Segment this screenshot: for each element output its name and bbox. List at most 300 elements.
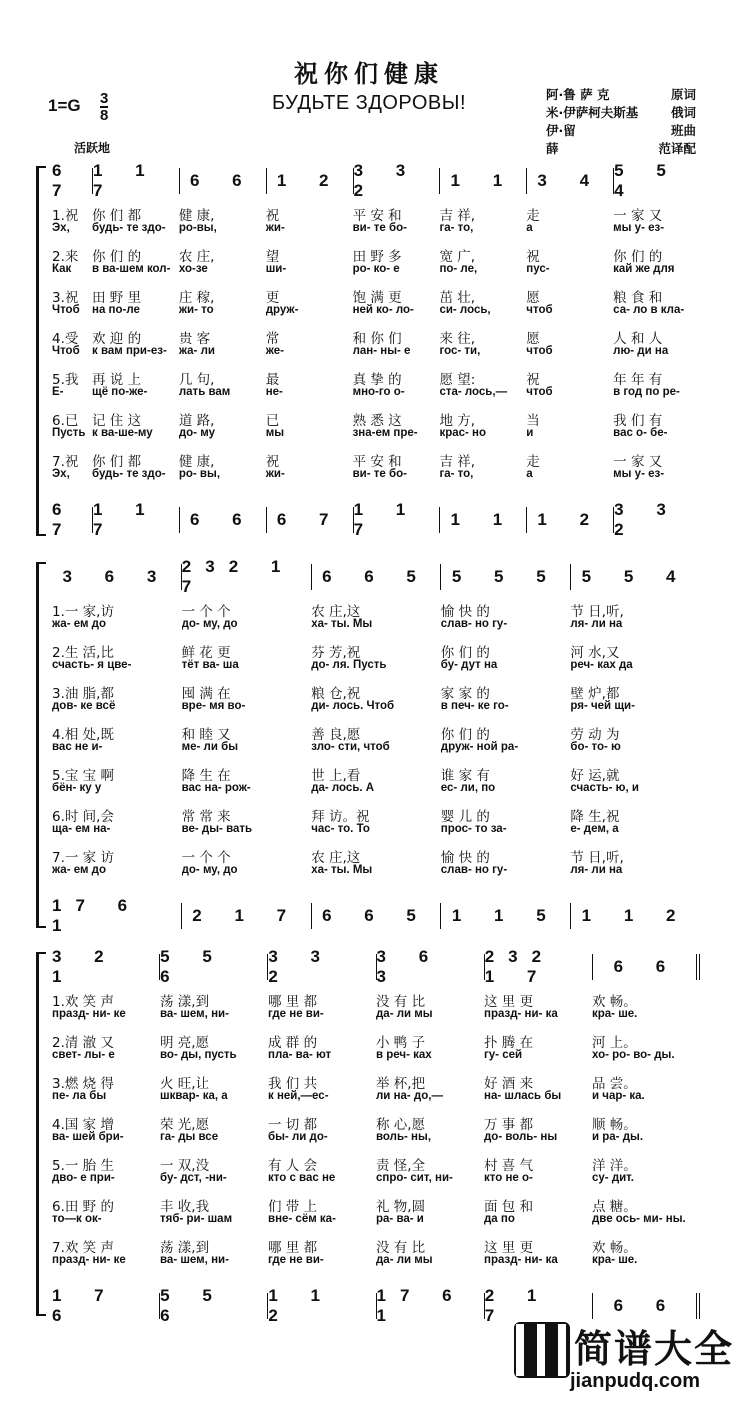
lyric-segment: га- то,	[439, 468, 474, 480]
lyric-segment: 健 康,	[178, 208, 215, 224]
measure	[311, 903, 441, 929]
lyric-segment: мы	[265, 427, 285, 439]
lyric-segment: к ней,—ес-	[268, 1090, 329, 1102]
lyric-segment: тяб- ри- шам	[160, 1213, 233, 1225]
measure	[52, 1286, 159, 1325]
lyric-segment: ней ко- ло-	[352, 304, 414, 316]
lyric-segment: 当	[526, 413, 540, 429]
piano-icon	[514, 1322, 570, 1378]
lyric-segment: спро- сит, ни-	[376, 1172, 453, 1184]
measure	[439, 168, 526, 194]
lyric-segment: во- ды, пусть	[160, 1049, 237, 1061]
lyric-segment: гу- сей	[484, 1049, 523, 1061]
measure	[440, 564, 570, 590]
lyric-segment: кто с вас не	[268, 1172, 336, 1184]
lyric-segment: а	[526, 222, 533, 234]
lyric-segment: 吉 祥,	[439, 208, 476, 224]
lyric-segment: вас на- рож-	[181, 782, 251, 794]
lyric-segment: празд- ни- ке	[52, 1254, 126, 1266]
measure-notes: 6 7	[52, 500, 76, 539]
lyric-segment: ви- те бо-	[352, 222, 407, 234]
lyric-segment: Как	[52, 263, 72, 275]
lyric-segment: час- то. То	[311, 823, 370, 835]
lyric-segment: 熟 悉 这	[352, 413, 402, 429]
lyric-segment: чтоб	[526, 345, 553, 357]
measure-notes: 6 6	[613, 957, 680, 976]
lyric-segment: жа- ем до	[52, 618, 106, 630]
lyric-segment: ля- ли на	[570, 864, 623, 876]
measure-notes: 6 7	[276, 510, 343, 529]
lyric-segment: чтоб	[526, 386, 553, 398]
lyric-segment: 更	[265, 290, 280, 306]
lyric-segment: 最	[265, 372, 280, 388]
lyric-segment: да- ли мы	[376, 1254, 433, 1266]
lyric-row-russian	[52, 1213, 700, 1225]
lyric-segment: бу- дст, -ни-	[160, 1172, 227, 1184]
lyric-segment: 4.受	[52, 331, 79, 347]
lyric-segment: шквар- ка, а	[160, 1090, 228, 1102]
measure-notes: 6 6 5	[322, 567, 430, 586]
lyric-segment: 你 们 的	[613, 249, 663, 265]
credit-name: 伊·留	[546, 123, 576, 138]
time-bottom: 8	[100, 107, 109, 124]
measure	[592, 954, 700, 980]
lyric-segment: ща- ем на-	[52, 823, 111, 835]
credit-line	[546, 140, 696, 158]
lyric-segment: реч- ках да	[570, 659, 633, 671]
lyric-segment: 愉 快 的	[440, 604, 490, 620]
time-signature	[100, 91, 108, 123]
measure-notes: 5 5 5	[451, 567, 560, 586]
lyric-segment: 和 睦 又	[181, 727, 231, 743]
lyric-segment: 荣 光,愿	[160, 1117, 210, 1133]
lyric-segment: зна-ем пре-	[352, 427, 418, 439]
lyric-segment: 好 酒 来	[484, 1076, 534, 1092]
lyric-row-chinese	[52, 1072, 700, 1092]
lyric-row-russian	[52, 823, 700, 835]
lyric-segment: 点 糖。	[592, 1199, 637, 1215]
measure	[52, 161, 92, 200]
lyric-segment: 丰 收,我	[160, 1199, 210, 1215]
lyric-segment: слав- но гу-	[440, 618, 508, 630]
lyric-segment: 农 庄,这	[311, 604, 361, 620]
lyric-segment: лю- ди на	[613, 345, 669, 357]
lyric-segment: 劳 动 为	[570, 727, 620, 743]
credit-role: 班曲	[670, 123, 696, 138]
lyric-segment: да по	[484, 1213, 515, 1225]
lyric-segment: 祝	[265, 454, 280, 470]
lyric-segment: 祝	[265, 208, 280, 224]
lyric-segment: к ва-ше-му	[92, 427, 153, 439]
lyric-segment: дво- е при-	[52, 1172, 115, 1184]
lyric-segment: 5.一 胎 生	[52, 1158, 114, 1174]
lyric-segment: 你 们 都	[92, 454, 142, 470]
measure-notes: 6 6	[189, 510, 256, 529]
measure-notes: 1 1 7	[93, 500, 159, 539]
lyric-segment: 茁 壮,	[439, 290, 476, 306]
notation-row	[52, 947, 700, 986]
lyric-row-russian	[52, 741, 700, 753]
watermark-text: 简谱大全	[574, 1327, 735, 1371]
measure	[179, 168, 266, 194]
lyric-segment: 祝	[526, 372, 540, 388]
lyric-segment: 愿	[526, 331, 540, 347]
notation-row	[52, 1286, 700, 1325]
lyric-row-chinese	[52, 1154, 700, 1174]
lyric-segment: 宽 广,	[439, 249, 476, 265]
lyric-segment: празд- ни- ка	[484, 1008, 558, 1020]
lyric-row-chinese	[52, 805, 700, 825]
lyric-segment: 欢 畅。	[592, 994, 637, 1010]
measure	[52, 947, 159, 986]
lyric-segment: на- шлась бы	[484, 1090, 562, 1102]
lyric-segment: хо- ро- во- ды.	[592, 1049, 675, 1061]
lyric-segment: ши-	[265, 263, 287, 275]
lyric-row-russian	[52, 386, 700, 398]
lyric-segment: вас не и-	[52, 741, 103, 753]
lyric-segment: га- ды все	[160, 1131, 219, 1143]
lyric-segment: то—к ок-	[52, 1213, 102, 1225]
lyric-segment: до- му, до	[181, 618, 238, 630]
lyric-segment: 1.欢 笑 声	[52, 994, 114, 1010]
lyric-segment: пус-	[526, 263, 550, 275]
lyric-segment: 一 家 又	[613, 208, 663, 224]
lyric-segment: 记 住 这	[92, 413, 142, 429]
lyric-segment: 6.田 野 的	[52, 1199, 114, 1215]
lyric-row-chinese	[52, 600, 700, 620]
lyric-segment: ро-вы,	[178, 222, 217, 234]
lyric-segment: 责 怪,全	[376, 1158, 426, 1174]
lyric-segment: 农 庄,	[178, 249, 215, 265]
lyric-segment: 健 康,	[178, 454, 215, 470]
lyric-segment: 贵 客	[178, 331, 211, 347]
lyric-segment: 一 个 个	[181, 850, 231, 866]
lyric-segment: 婴 儿 的	[440, 809, 490, 825]
lyric-segment: са- ло в кла-	[613, 304, 685, 316]
lyric-segment: в ва-шем кол-	[92, 263, 171, 275]
lyric-segment: 5.我	[52, 372, 79, 388]
lyric-row-russian	[52, 618, 700, 630]
measure-notes: 1 1	[450, 510, 517, 529]
lyric-segment: 好 运,就	[570, 768, 620, 784]
measure	[376, 1286, 484, 1325]
measure	[52, 500, 92, 539]
lyric-segment: жи-	[265, 468, 285, 480]
measure-notes: 1 1 7	[93, 161, 159, 200]
measure	[181, 903, 311, 929]
measure-notes: 1 1 2	[268, 1286, 334, 1325]
lyric-segment: ро- вы,	[178, 468, 221, 480]
measure	[179, 507, 266, 533]
lyric-segment: бу- дут на	[440, 659, 498, 671]
measure	[52, 564, 181, 590]
lyric-segment: свет- лы- е	[52, 1049, 115, 1061]
lyric-segment: счасть- ю, и	[570, 782, 639, 794]
lyric-segment: 洋 洋。	[592, 1158, 637, 1174]
lyric-segment: кра- ше.	[592, 1254, 638, 1266]
lyric-segment: 礼 物,圆	[376, 1199, 426, 1215]
system-bracket	[36, 952, 46, 1316]
lyric-segment: 走	[526, 454, 540, 470]
lyric-segment: 世 上,看	[311, 768, 361, 784]
measure-notes: 1 1 5	[451, 906, 560, 925]
lyric-segment: Эх,	[52, 468, 70, 480]
lyric-segment: ме- ли бы	[181, 741, 239, 753]
credit-line	[546, 104, 696, 122]
score-system-3	[38, 947, 706, 1325]
lyric-segment: 芬 芳,祝	[311, 645, 361, 661]
lyric-segment: ва- шем, ни-	[160, 1008, 229, 1020]
lyric-segment: 望	[265, 249, 280, 265]
lyric-segment: 3.燃 烧 得	[52, 1076, 114, 1092]
lyric-segment: а	[526, 468, 533, 480]
lyric-segment: су- дит.	[592, 1172, 635, 1184]
measure-notes: 3 3 2	[268, 947, 334, 986]
lyric-segment: 一 家 又	[613, 454, 663, 470]
system-bracket	[36, 562, 46, 928]
measure	[440, 903, 570, 929]
credit-name: 米·伊萨柯夫斯基	[546, 105, 639, 120]
lyric-segment: пла- ва- ют	[268, 1049, 332, 1061]
lyric-segment: 火 旺,让	[160, 1076, 210, 1092]
lyric-segment: друж-	[265, 304, 299, 316]
notation-row	[52, 161, 700, 200]
lyric-row-russian	[52, 1049, 700, 1061]
lyric-row-chinese	[52, 286, 700, 306]
lyric-segment: бо- то- ю	[570, 741, 621, 753]
lyric-segment: 品 尝。	[592, 1076, 637, 1092]
lyric-segment: до- му, до	[181, 864, 238, 876]
lyric-segment: 你 们 的	[440, 727, 490, 743]
measure-notes: 5 5 4	[581, 567, 690, 586]
lyric-segment: бы- ли до-	[268, 1131, 328, 1143]
lyric-segment: 你 们 的	[440, 645, 490, 661]
lyric-row-chinese	[52, 1031, 700, 1051]
lyric-segment: 河 水,又	[570, 645, 620, 661]
lyric-segment: Чтоб	[52, 304, 80, 316]
lyric-row-chinese	[52, 682, 700, 702]
lyric-segment: и	[526, 427, 534, 439]
lyric-segment: да- ли мы	[376, 1008, 433, 1020]
measure-notes: 5 5 6	[160, 1286, 226, 1325]
measure-notes: 1 1 7	[353, 500, 420, 539]
lyric-row-russian	[52, 864, 700, 876]
lyric-row-chinese	[52, 723, 700, 743]
measure	[353, 500, 440, 539]
lyric-segment: 4.相 处,既	[52, 727, 114, 743]
lyric-segment: 人 和 人	[613, 331, 663, 347]
measure-notes: 2 1 7	[192, 906, 301, 925]
lyric-segment: лать вам	[178, 386, 231, 398]
lyric-segment: и ра- ды.	[592, 1131, 644, 1143]
lyric-segment: 我 们 共	[268, 1076, 318, 1092]
lyric-segment: 节 日,听,	[570, 850, 624, 866]
lyric-segment: празд- ни- ка	[484, 1254, 558, 1266]
lyric-segment: лан- ны- е	[352, 345, 411, 357]
lyric-segment: 平 安 和	[352, 454, 402, 470]
lyric-row-russian	[52, 782, 700, 794]
lyric-segment: 一 个 个	[181, 604, 231, 620]
measure	[484, 1286, 592, 1325]
lyric-segment: вне- сём ка-	[268, 1213, 336, 1225]
measure	[159, 947, 267, 986]
lyric-segment: 没 有 比	[376, 1240, 426, 1256]
lyric-segment: ра- ва- и	[376, 1213, 424, 1225]
lyric-segment: крас- но	[439, 427, 487, 439]
credit-role: 范译配	[658, 141, 696, 156]
lyric-segment: 7.欢 笑 声	[52, 1240, 114, 1256]
lyric-segment: 我 们 有	[613, 413, 663, 429]
lyric-segment: 愉 快 的	[440, 850, 490, 866]
lyric-segment: и чар- ка.	[592, 1090, 645, 1102]
measure-notes: 232 1 7	[181, 557, 295, 596]
lyric-row-russian	[52, 1008, 700, 1020]
lyric-segment: 称 心,愿	[376, 1117, 426, 1133]
lyric-segment: 农 庄,这	[311, 850, 361, 866]
lyric-segment: 家 家 的	[440, 686, 490, 702]
lyric-segment: мы у- ез-	[613, 222, 665, 234]
lyric-segment: празд- ни- ке	[52, 1008, 126, 1020]
lyric-segment: 几 句,	[178, 372, 215, 388]
lyric-segment: Е-	[52, 386, 64, 398]
lyric-segment: 3.油 脂,都	[52, 686, 114, 702]
lyric-row-chinese	[52, 641, 700, 661]
measure	[439, 507, 526, 533]
lyric-row-chinese	[52, 450, 700, 470]
measure	[526, 507, 613, 533]
lyric-segment: 愿 望:	[439, 372, 476, 388]
lyric-row-chinese	[52, 764, 700, 784]
lyric-segment: друж- ной ра-	[440, 741, 519, 753]
lyric-segment: 2.生 活,比	[52, 645, 114, 661]
measure-notes: 1 2	[276, 171, 343, 190]
lyric-row-chinese	[52, 846, 700, 866]
lyric-segment: 哪 里 都	[268, 1240, 318, 1256]
credit-name: 薛	[546, 141, 559, 156]
lyric-segment: до- му	[178, 427, 215, 439]
notation-row	[52, 557, 700, 596]
lyric-segment: Чтоб	[52, 345, 80, 357]
lyric-segment: 和 你 们	[352, 331, 402, 347]
lyric-segment: 再 说 上	[92, 372, 142, 388]
lyric-segment: ви- те бо-	[352, 468, 407, 480]
measure-notes: 3 3 2	[353, 161, 420, 200]
lyric-segment: 举 杯,把	[376, 1076, 426, 1092]
lyric-row-chinese	[52, 245, 700, 265]
lyric-segment: 庄 稼,	[178, 290, 215, 306]
lyric-row-russian	[52, 1172, 700, 1184]
measure-notes: 5 5 4	[614, 161, 680, 200]
measure-notes: 6 6	[189, 171, 256, 190]
lyric-segment: 田 野 多	[352, 249, 402, 265]
lyric-segment: ро- ко- е	[352, 263, 400, 275]
lyric-segment: жи- то	[178, 304, 214, 316]
measure	[92, 500, 179, 539]
lyric-segment: 6.已	[52, 413, 79, 429]
lyric-segment: 扑 腾 在	[484, 1035, 534, 1051]
lyric-segment: 常 常 来	[181, 809, 231, 825]
lyric-segment: будь- те здо-	[92, 222, 166, 234]
measure-notes: 232 1 7	[484, 947, 556, 986]
lyric-row-chinese	[52, 409, 700, 429]
measure	[267, 1286, 375, 1325]
lyric-row-russian	[52, 659, 700, 671]
lyric-segment: 面 包 和	[484, 1199, 534, 1215]
lyric-segment: к вам при-ез-	[92, 345, 167, 357]
lyric-segment: 田 野 里	[92, 290, 142, 306]
lyric-segment: будь- те здо-	[92, 468, 166, 480]
tempo-marking: 活跃地	[74, 141, 111, 155]
measure	[266, 507, 353, 533]
lyric-segment: 已	[265, 413, 280, 429]
lyric-row-russian	[52, 304, 700, 316]
lyric-row-russian	[52, 1090, 700, 1102]
lyric-segment: дов- ке всё	[52, 700, 116, 712]
lyric-segment: 2.来	[52, 249, 79, 265]
lyric-segment: Эх,	[52, 222, 70, 234]
measure-notes: 5 5 6	[160, 947, 226, 986]
lyric-segment: 有 人 会	[268, 1158, 318, 1174]
measure	[376, 947, 484, 986]
lyric-segment: вас о- бе-	[613, 427, 668, 439]
lyric-segment: кай же для	[613, 263, 675, 275]
measure	[267, 947, 375, 986]
measure-notes: 3 3 2	[614, 500, 680, 539]
lyric-segment: гос- ти,	[439, 345, 481, 357]
page-title-cn: 祝你们健康	[294, 59, 444, 88]
lyric-segment: до- ля. Пусть	[311, 659, 387, 671]
lyric-segment: 哪 里 都	[268, 994, 318, 1010]
credit-line	[546, 86, 696, 104]
lyric-segment: 年 年 有	[613, 372, 663, 388]
lyric-row-chinese	[52, 990, 700, 1010]
lyric-row-russian	[52, 222, 700, 234]
measure-notes: 17 6 1	[376, 1286, 466, 1325]
lyric-segment: воль- ны,	[376, 1131, 432, 1143]
lyric-segment: 道 路,	[178, 413, 215, 429]
score-system-1	[38, 161, 706, 539]
lyric-segment: хо-зе	[178, 263, 208, 275]
measure	[592, 1293, 700, 1319]
lyric-segment: 囤 满 在	[181, 686, 231, 702]
credit-role: 俄词	[670, 105, 696, 120]
lyric-segment: ес- ли, по	[440, 782, 496, 794]
lyric-segment: 没 有 比	[376, 994, 426, 1010]
measure-notes: 1 7 6	[52, 1286, 118, 1325]
lyric-segment: 拜 访。祝	[311, 809, 370, 825]
lyric-segment: 村 喜 气	[484, 1158, 534, 1174]
measure-notes: 3 6 3	[62, 567, 171, 586]
lyric-row-chinese	[52, 368, 700, 388]
lyric-segment: 一 双,没	[160, 1158, 210, 1174]
lyric-row-chinese	[52, 1195, 700, 1215]
lyric-segment: жа- ем до	[52, 864, 106, 876]
lyric-row-russian	[52, 263, 700, 275]
lyric-segment: до- воль- ны	[484, 1131, 558, 1143]
lyric-segment: 饱 满 更	[352, 290, 402, 306]
lyric-segment: 降 生,祝	[570, 809, 620, 825]
lyric-segment: ха- ты. Мы	[311, 864, 373, 876]
lyric-segment: 明 亮,愿	[160, 1035, 210, 1051]
lyric-segment: ха- ты. Мы	[311, 618, 373, 630]
score-system-2	[38, 557, 706, 935]
lyric-segment: же-	[265, 345, 284, 357]
lyric-segment: ва- шей бри-	[52, 1131, 124, 1143]
lyric-segment: ля- ли на	[570, 618, 623, 630]
lyric-segment: 吉 祥,	[439, 454, 476, 470]
lyric-segment: 7.祝	[52, 454, 79, 470]
lyric-segment: счасть- я цве-	[52, 659, 132, 671]
